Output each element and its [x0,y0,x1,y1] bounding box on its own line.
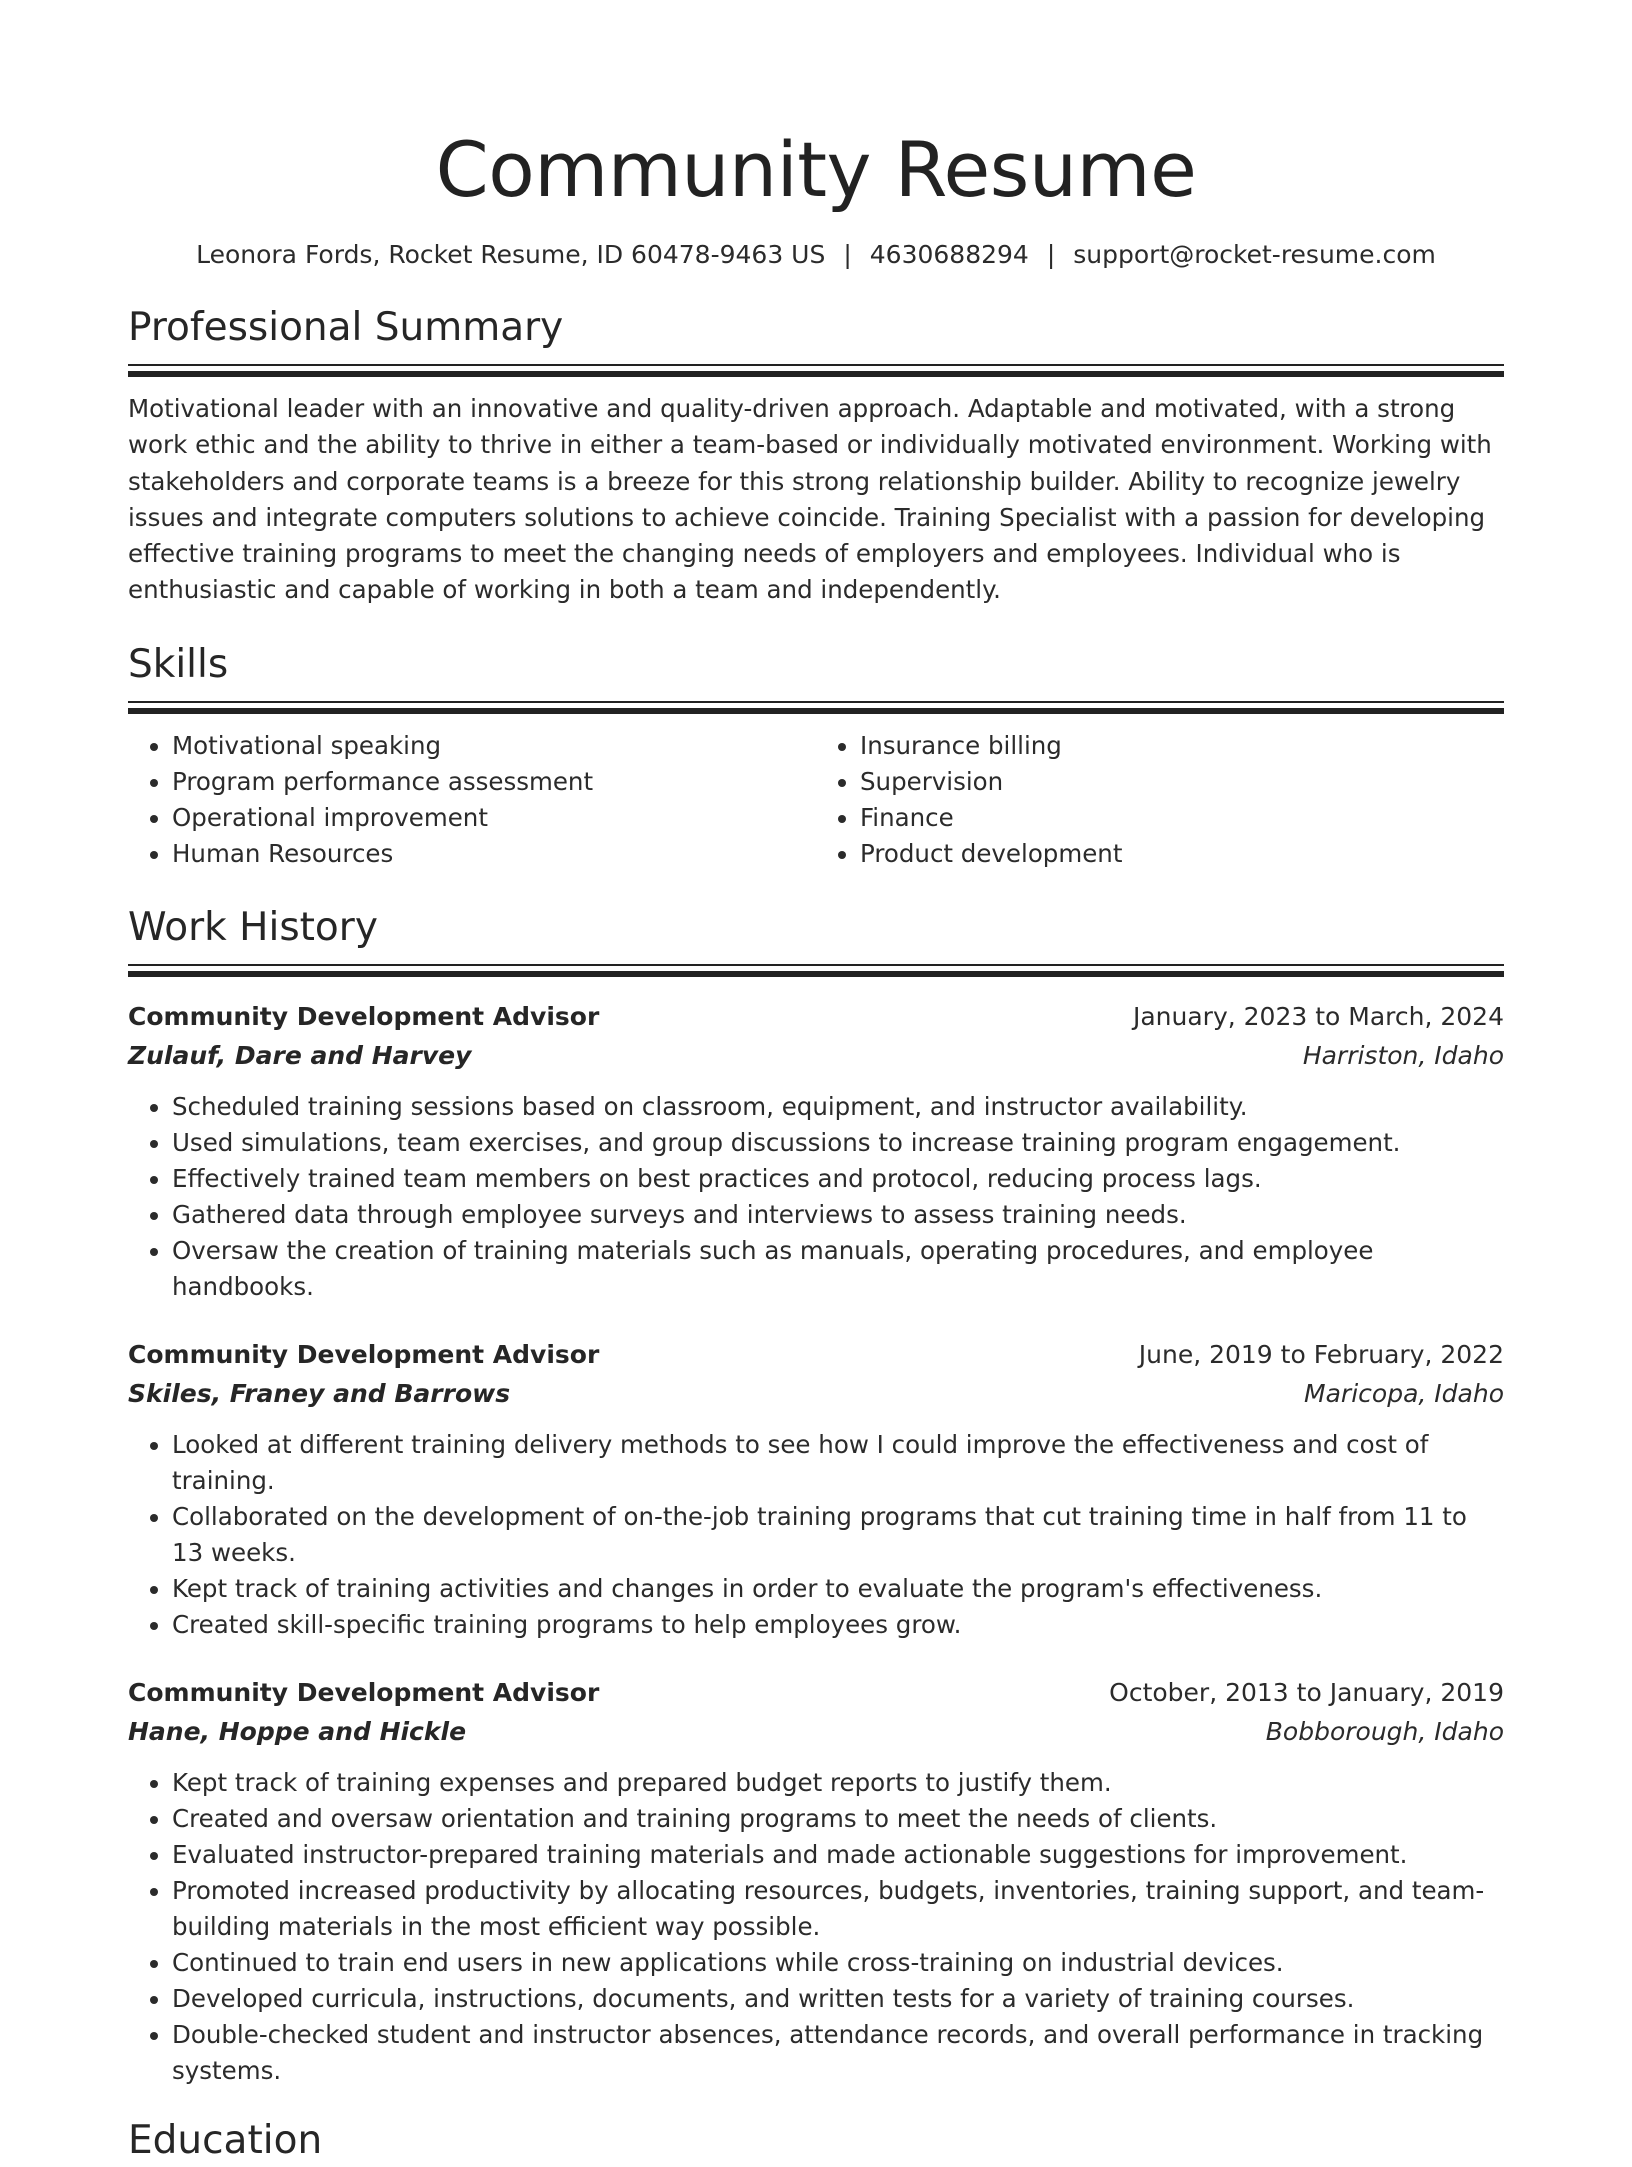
job-bullet: • Looked at different training delivery methods to see how I could improve the effectiveness and cost of training. [172,1427,1504,1499]
job-entry [128,1673,1504,2089]
skill-item: • Human Resources [172,836,816,872]
skill-item: • Insurance billing [860,728,1504,764]
section-divider [128,364,1504,377]
skill-item: • Finance [860,800,1504,836]
section-heading-skills: Skills [128,641,229,687]
job-bullet: • Double-checked student and instructor absences, attendance records, and overall performance in tracking systems. [172,2017,1504,2089]
section-heading-summary: Professional Summary [128,305,564,350]
job-dates: October, 2013 to January, 2019 [1109,1677,1504,1707]
job-bullet: • Used simulations, team exercises, and group discussions to increase training program engagement. [172,1125,1504,1161]
job-bullet: • Kept track of training activities and changes in order to evaluate the program's effectiveness. [172,1571,1504,1607]
skills-section [128,639,1504,872]
job-bullet: • Collaborated on the development of on-the-job training programs that cut training time in half from 11 to 13 weeks. [172,1499,1504,1571]
skill-item: • Product development [860,836,1504,872]
contact-address: Leonora Fords, Rocket Resume, ID 60478-9463 US [196,240,826,269]
resume-title: Community Resume [435,125,1197,214]
job-bullet: • Evaluated instructor-prepared training materials and made actionable suggestions for improvement. [172,1837,1504,1873]
job-title: Community Development Advisor [128,1677,600,1707]
job-bullets [128,1427,1504,1643]
job-bullet: • Effectively trained team members on best practices and protocol, reducing process lags. [172,1161,1504,1197]
work-history-section [128,902,1504,2089]
job-bullet: • Created skill-specific training programs to help employees grow. [172,1607,1504,1643]
summary-text: Motivational leader with an innovative and quality-driven approach. Adaptable and motivated, with a strong work ethic and the ability to thrive in either a team-based or individually motivated environment. Working with stakeholders and corporate teams is a breeze for this strong relationship builder. Ability to recognize jewelry issues and integrate computers solutions to achieve coincide. Training Specialist with a passion for developing effective training programs to meet the changing needs of employers and employees. Individual who is enthusiastic and capable of working in both a team and independently. [128,394,1492,605]
section-divider [128,701,1504,714]
skill-item: • Program performance assessment [172,764,816,800]
job-company: Zulauf, Dare and Harvey [128,1040,472,1070]
skills-columns [128,728,1504,872]
job-bullet: • Gathered data through employee surveys and interviews to assess training needs. [172,1197,1504,1233]
job-location: Harriston, Idaho [1302,1040,1504,1070]
education-section [128,2115,1504,2167]
job-company: Hane, Hoppe and Hickle [128,1716,467,1746]
job-location: Bobborough, Idaho [1265,1716,1504,1746]
contact-line [128,238,1504,272]
job-entry [128,1335,1504,1643]
job-bullet: • Kept track of training expenses and prepared budget reports to justify them. [172,1765,1504,1801]
job-bullet: • Oversaw the creation of training materials such as manuals, operating procedures, and employee handbooks. [172,1233,1504,1305]
skill-item: • Motivational speaking [172,728,816,764]
skill-item: • Supervision [860,764,1504,800]
job-location: Maricopa, Idaho [1304,1378,1504,1408]
job-bullet: • Continued to train end users in new applications while cross-training on industrial devices. [172,1945,1504,1981]
job-bullet: • Promoted increased productivity by allocating resources, budgets, inventories, training support, and team-building materials in the most efficient way possible. [172,1873,1504,1945]
contact-phone: 4630688294 [869,240,1029,269]
job-bullets [128,1089,1504,1305]
job-entry [128,997,1504,1305]
section-heading-work: Work History [128,904,378,950]
job-bullet: • Developed curricula, instructions, documents, and written tests for a variety of training courses. [172,1981,1504,2017]
professional-summary-section [128,302,1504,609]
job-bullet: • Created and oversaw orientation and training programs to meet the needs of clients. [172,1801,1504,1837]
job-title: Community Development Advisor [128,1001,600,1031]
job-bullet: • Scheduled training sessions based on classroom, equipment, and instructor availability. [172,1089,1504,1125]
skill-item: • Operational improvement [172,800,816,836]
section-heading-education: Education [128,2117,323,2163]
job-bullets [128,1765,1504,2089]
job-title: Community Development Advisor [128,1339,600,1369]
contact-separator: | [1046,240,1056,269]
contact-email: support@rocket-resume.com [1073,240,1436,269]
job-dates: January, 2023 to March, 2024 [1132,1001,1504,1031]
skills-list-left [128,728,816,872]
job-dates: June, 2019 to February, 2022 [1138,1339,1504,1369]
skills-list-right [816,728,1504,872]
section-divider [128,964,1504,977]
contact-separator: | [843,240,852,269]
job-company: Skiles, Franey and Barrows [128,1378,511,1408]
